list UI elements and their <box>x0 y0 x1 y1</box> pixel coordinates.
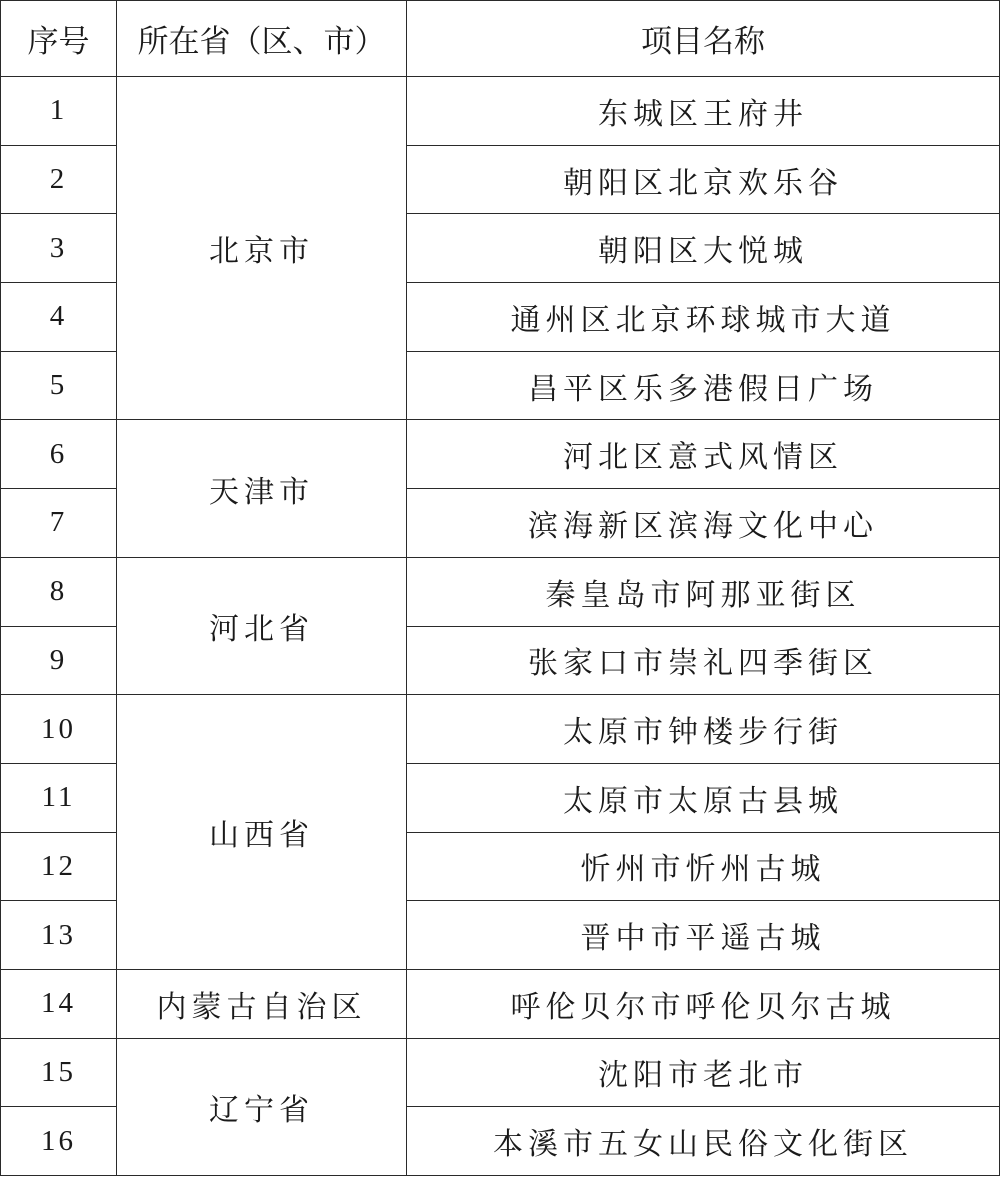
row-index: 16 <box>1 1107 117 1176</box>
province-cell: 北京市 <box>117 77 407 420</box>
project-name: 昌平区乐多港假日广场 <box>407 351 1000 420</box>
header-row <box>1 1 1000 77</box>
table-row <box>1 77 1000 146</box>
row-index: 4 <box>1 283 117 352</box>
project-name: 晋中市平遥古城 <box>407 901 1000 970</box>
header-index: 序号 <box>1 1 117 77</box>
project-name: 朝阳区大悦城 <box>407 214 1000 283</box>
project-name: 秦皇岛市阿那亚街区 <box>407 557 1000 626</box>
project-name: 忻州市忻州古城 <box>407 832 1000 901</box>
project-name: 太原市钟楼步行街 <box>407 695 1000 764</box>
project-name: 张家口市崇礼四季街区 <box>407 626 1000 695</box>
table-row <box>1 969 1000 1038</box>
table-row <box>1 695 1000 764</box>
project-name: 太原市太原古县城 <box>407 763 1000 832</box>
row-index: 15 <box>1 1038 117 1107</box>
row-index: 2 <box>1 145 117 214</box>
project-name: 通州区北京环球城市大道 <box>407 283 1000 352</box>
header-province: 所在省（区、市） <box>117 1 407 77</box>
province-cell: 河北省 <box>117 557 407 694</box>
row-index: 8 <box>1 557 117 626</box>
province-cell: 天津市 <box>117 420 407 557</box>
table-row <box>1 1038 1000 1107</box>
province-cell: 内蒙古自治区 <box>117 969 407 1038</box>
row-index: 14 <box>1 969 117 1038</box>
project-name: 朝阳区北京欢乐谷 <box>407 145 1000 214</box>
table-row <box>1 557 1000 626</box>
row-index: 13 <box>1 901 117 970</box>
row-index: 6 <box>1 420 117 489</box>
header-project-name: 项目名称 <box>407 1 1000 77</box>
project-name: 沈阳市老北市 <box>407 1038 1000 1107</box>
row-index: 5 <box>1 351 117 420</box>
row-index: 3 <box>1 214 117 283</box>
project-name: 本溪市五女山民俗文化街区 <box>407 1107 1000 1176</box>
project-name: 呼伦贝尔市呼伦贝尔古城 <box>407 969 1000 1038</box>
project-name: 滨海新区滨海文化中心 <box>407 489 1000 558</box>
project-name: 河北区意式风情区 <box>407 420 1000 489</box>
row-index: 11 <box>1 763 117 832</box>
row-index: 9 <box>1 626 117 695</box>
project-name: 东城区王府井 <box>407 77 1000 146</box>
row-index: 1 <box>1 77 117 146</box>
table-row <box>1 420 1000 489</box>
row-index: 10 <box>1 695 117 764</box>
province-cell: 山西省 <box>117 695 407 970</box>
province-cell: 辽宁省 <box>117 1038 407 1175</box>
row-index: 12 <box>1 832 117 901</box>
row-index: 7 <box>1 489 117 558</box>
